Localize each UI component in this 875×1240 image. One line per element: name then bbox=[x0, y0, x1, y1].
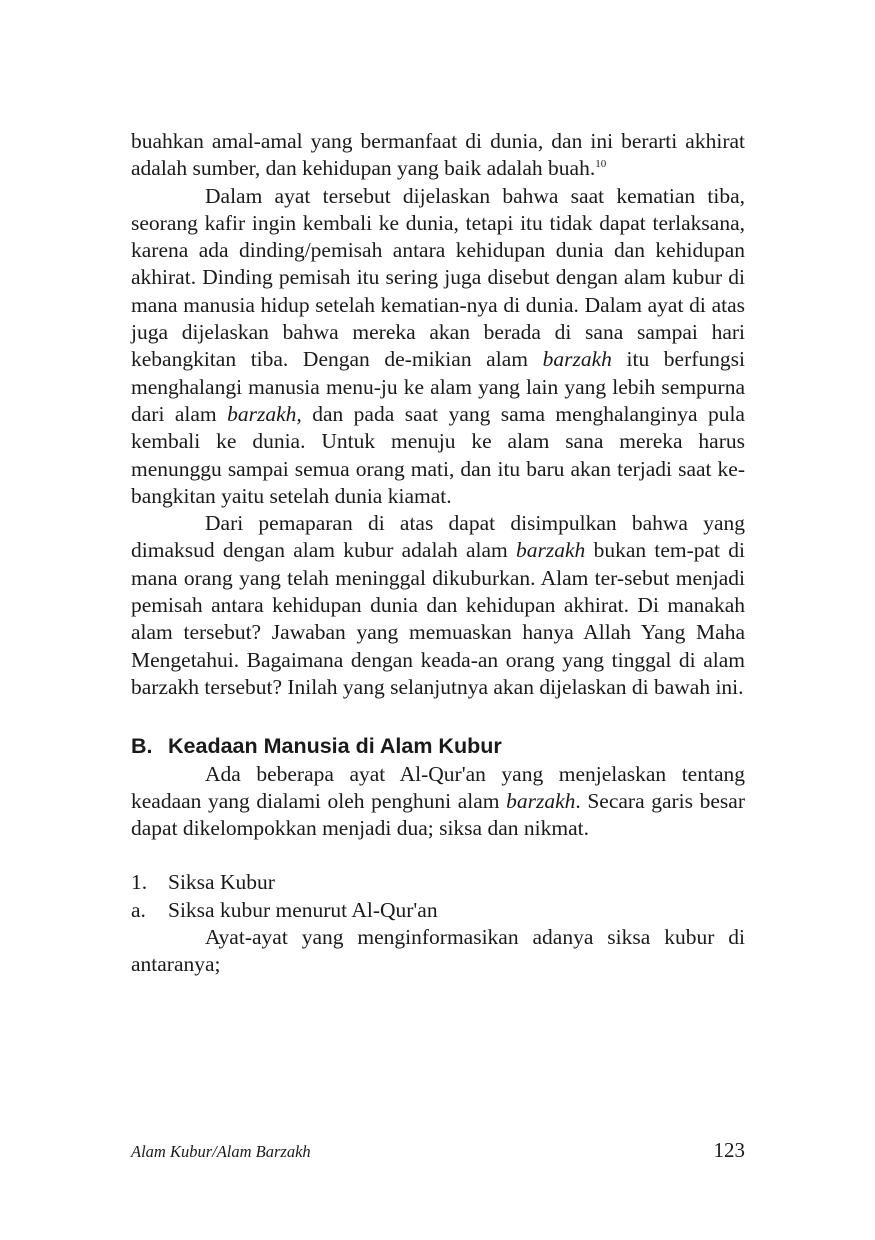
paragraph-1: buahkan amal-amal yang bermanfaat di dunia, dan ini berarti akhirat adalah sumber, dan kehidupan yang baik adalah buah.$^{10}$ bbox=[131, 129, 745, 181]
list-item-1 bbox=[131, 869, 745, 896]
paragraph-5: Ayat-ayat yang menginformasikan adanya siksa kubur di antaranya; bbox=[131, 925, 745, 977]
list-text: Siksa Kubur bbox=[168, 870, 275, 895]
page-body bbox=[131, 128, 745, 979]
page-footer bbox=[131, 1138, 745, 1163]
section-title: Keadaan Manusia di Alam Kubur bbox=[168, 734, 502, 759]
footnote-marker[interactable]: 10 bbox=[595, 158, 607, 171]
paragraph-4: Ada beberapa ayat Al-Qur'an yang menjelaskan tentang keadaan yang dialami oleh penghuni alam barzakh. Secara garis besar dapat dikelompokkan menjadi dua; siksa dan nikmat. bbox=[131, 761, 745, 841]
paragraph-3: Dari pemaparan di atas dapat disimpulkan bahwa yang dimaksud dengan alam kubur adalah alam barzakh bukan tem-pat di mana orang yang telah meninggal dikuburkan. Alam ter-sebut menjadi pemisah antara kehidupan dunia dan kehidupan akhirat. Di manakah alam tersebut? Jawaban yang memuaskan hanya Allah Yang Maha Mengetahui. Bagaimana dengan keada-an orang yang tinggal di alam barzakh tersebut? Inilah yang selanjutnya akan dijelaskan di bawah ini. bbox=[131, 511, 745, 699]
page-number: 123 bbox=[713, 1138, 745, 1162]
list-item-a bbox=[131, 897, 745, 924]
spacer bbox=[131, 842, 745, 869]
running-title: Alam Kubur/Alam Barzakh bbox=[131, 1142, 311, 1161]
list-text: Siksa kubur menurut Al-Qur'an bbox=[168, 897, 438, 922]
list-number: 1. bbox=[131, 870, 148, 895]
list-letter: a. bbox=[131, 897, 146, 922]
paragraph-2: Dalam ayat tersebut dijelaskan bahwa saat kematian tiba, seorang kafir ingin kembali ke dunia, tetapi itu tidak dapat terlaksana, karena ada dinding/pemisah antara kehidupan dunia dan kehidupan akhirat. Dinding pemisah itu sering juga disebut dengan alam kubur di mana manusia hidup setelah kematian-nya di dunia. Dalam ayat di atas juga dijelaskan bahwa mereka akan berada di sana sampai hari kebangkitan tiba. Dengan de-mikian alam barzakh itu berfungsi menghalangi manusia menu-ju ke alam yang lain yang lebih sempurna dari alam barzakh, dan pada saat yang sama menghalanginya pula kembali ke dunia. Untuk menuju ke alam sana mereka harus menunggu sampai semua orang mati, dan itu baru akan terjadi saat ke-bangkitan yaitu setelah dunia kiamat. bbox=[131, 183, 746, 508]
section-letter: B. bbox=[131, 734, 153, 759]
section-heading bbox=[131, 733, 745, 760]
